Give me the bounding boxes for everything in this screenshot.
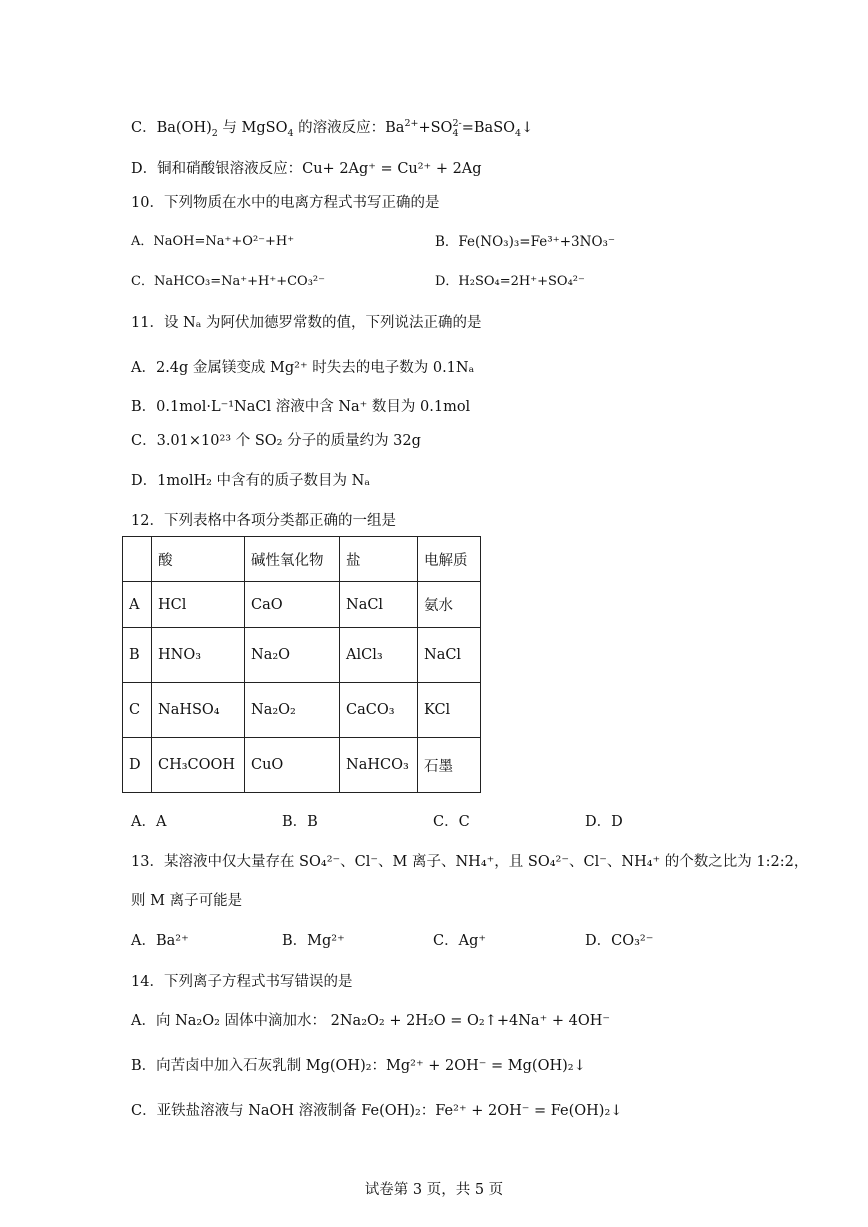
table-cell: NaHCO₃ — [340, 738, 418, 793]
q12-option-a: A．A — [131, 814, 167, 830]
table-cell: HNO₃ — [152, 628, 245, 683]
table-cell: NaHSO₄ — [152, 683, 245, 738]
q14-stem: 14．下列离子方程式书写错误的是 — [131, 974, 353, 990]
table-cell: C — [123, 683, 152, 738]
q13-stem-line2: 则 M 离子可能是 — [131, 893, 243, 909]
table-row — [123, 628, 481, 683]
classification-table — [122, 536, 481, 793]
q11-option-a: A．2.4g 金属镁变成 Mg²⁺ 时失去的电子数为 0.1Nₐ — [131, 360, 475, 376]
q12-option-d: D．D — [585, 814, 623, 830]
table-cell: Na₂O₂ — [245, 683, 340, 738]
q10-stem: 10．下列物质在水中的电离方程式书写正确的是 — [131, 195, 440, 211]
table-cell: HCl — [152, 582, 245, 628]
table-cell: 氨水 — [418, 582, 481, 628]
table-cell: CaO — [245, 582, 340, 628]
table-cell: Na₂O — [245, 628, 340, 683]
q13-option-a: A．Ba²⁺ — [131, 933, 189, 949]
q10-option-c: C．NaHCO₃=Na⁺+H⁺+CO₃²⁻ — [131, 274, 325, 289]
q12-stem: 12．下列表格中各项分类都正确的一组是 — [131, 513, 396, 529]
q9-option-c: C．$Ba(OH)_2$ 与 MgSO$_4$ 的溶液反应：$Ba^{2+}+SO_4^{2-}=BaSO_4↓$ — [131, 118, 534, 139]
table-header-row — [123, 537, 481, 582]
table-header-cell: 电解质 — [418, 537, 481, 582]
q14-option-a: A．向 Na₂O₂ 固体中滴加水： 2Na₂O₂ + 2H₂O = O₂↑+4Na⁺ + 4OH⁻ — [131, 1013, 611, 1029]
q12-option-b: B．B — [282, 814, 318, 830]
table-cell: NaCl — [340, 582, 418, 628]
table-cell: CaCO₃ — [340, 683, 418, 738]
q13-option-c: C．Ag⁺ — [433, 933, 487, 949]
table-cell: CH₃COOH — [152, 738, 245, 793]
table-cell: 石墨 — [418, 738, 481, 793]
table-header-cell: 酸 — [152, 537, 245, 582]
table-cell: D — [123, 738, 152, 793]
table-row — [123, 582, 481, 628]
table-cell: CuO — [245, 738, 340, 793]
q14-option-c: C．亚铁盐溶液与 NaOH 溶液制备 Fe(OH)₂：Fe²⁺ + 2OH⁻ = Fe(OH)₂↓ — [131, 1103, 623, 1119]
table-cell: AlCl₃ — [340, 628, 418, 683]
q9-option-d: D．铜和硝酸银溶液反应：Cu+ 2Ag⁺ = Cu²⁺ + 2Ag — [131, 161, 482, 177]
q13-option-b: B．Mg²⁺ — [282, 933, 345, 949]
q10-option-a: A．NaOH=Na⁺+O²⁻+H⁺ — [131, 234, 295, 249]
q11-option-c: C．3.01×10²³ 个 SO₂ 分子的质量约为 32g — [131, 433, 421, 449]
table-header-cell — [123, 537, 152, 582]
q11-option-b: B．0.1mol·L⁻¹NaCl 溶液中含 Na⁺ 数目为 0.1mol — [131, 399, 471, 415]
q10-option-d: D．H₂SO₄=2H⁺+SO₄²⁻ — [435, 274, 585, 289]
table-cell: NaCl — [418, 628, 481, 683]
q11-option-d: D．1molH₂ 中含有的质子数目为 Nₐ — [131, 473, 370, 489]
page-footer: 试卷第 3 页，共 5 页 — [364, 1182, 504, 1198]
q12-option-c: C．C — [433, 814, 470, 830]
table-cell: B — [123, 628, 152, 683]
table-cell: A — [123, 582, 152, 628]
q11-stem: 11．设 Nₐ 为阿伏加德罗常数的值，下列说法正确的是 — [131, 315, 482, 331]
q14-option-b: B．向苦卤中加入石灰乳制 Mg(OH)₂：Mg²⁺ + 2OH⁻ = Mg(OH)₂↓ — [131, 1058, 586, 1074]
table-header-cell: 碱性氧化物 — [245, 537, 340, 582]
q13-stem-line1: 13．某溶液中仅大量存在 SO₄²⁻、Cl⁻、M 离子、NH₄⁺，且 SO₄²⁻、Cl⁻、NH₄⁺ 的个数之比为 1:2:2， — [131, 854, 809, 870]
table-cell: KCl — [418, 683, 481, 738]
q13-option-d: D．CO₃²⁻ — [585, 933, 654, 949]
table-header-cell: 盐 — [340, 537, 418, 582]
table-row — [123, 738, 481, 793]
q10-option-b: B．Fe(NO₃)₃=Fe³⁺+3NO₃⁻ — [435, 234, 616, 250]
table-row — [123, 683, 481, 738]
